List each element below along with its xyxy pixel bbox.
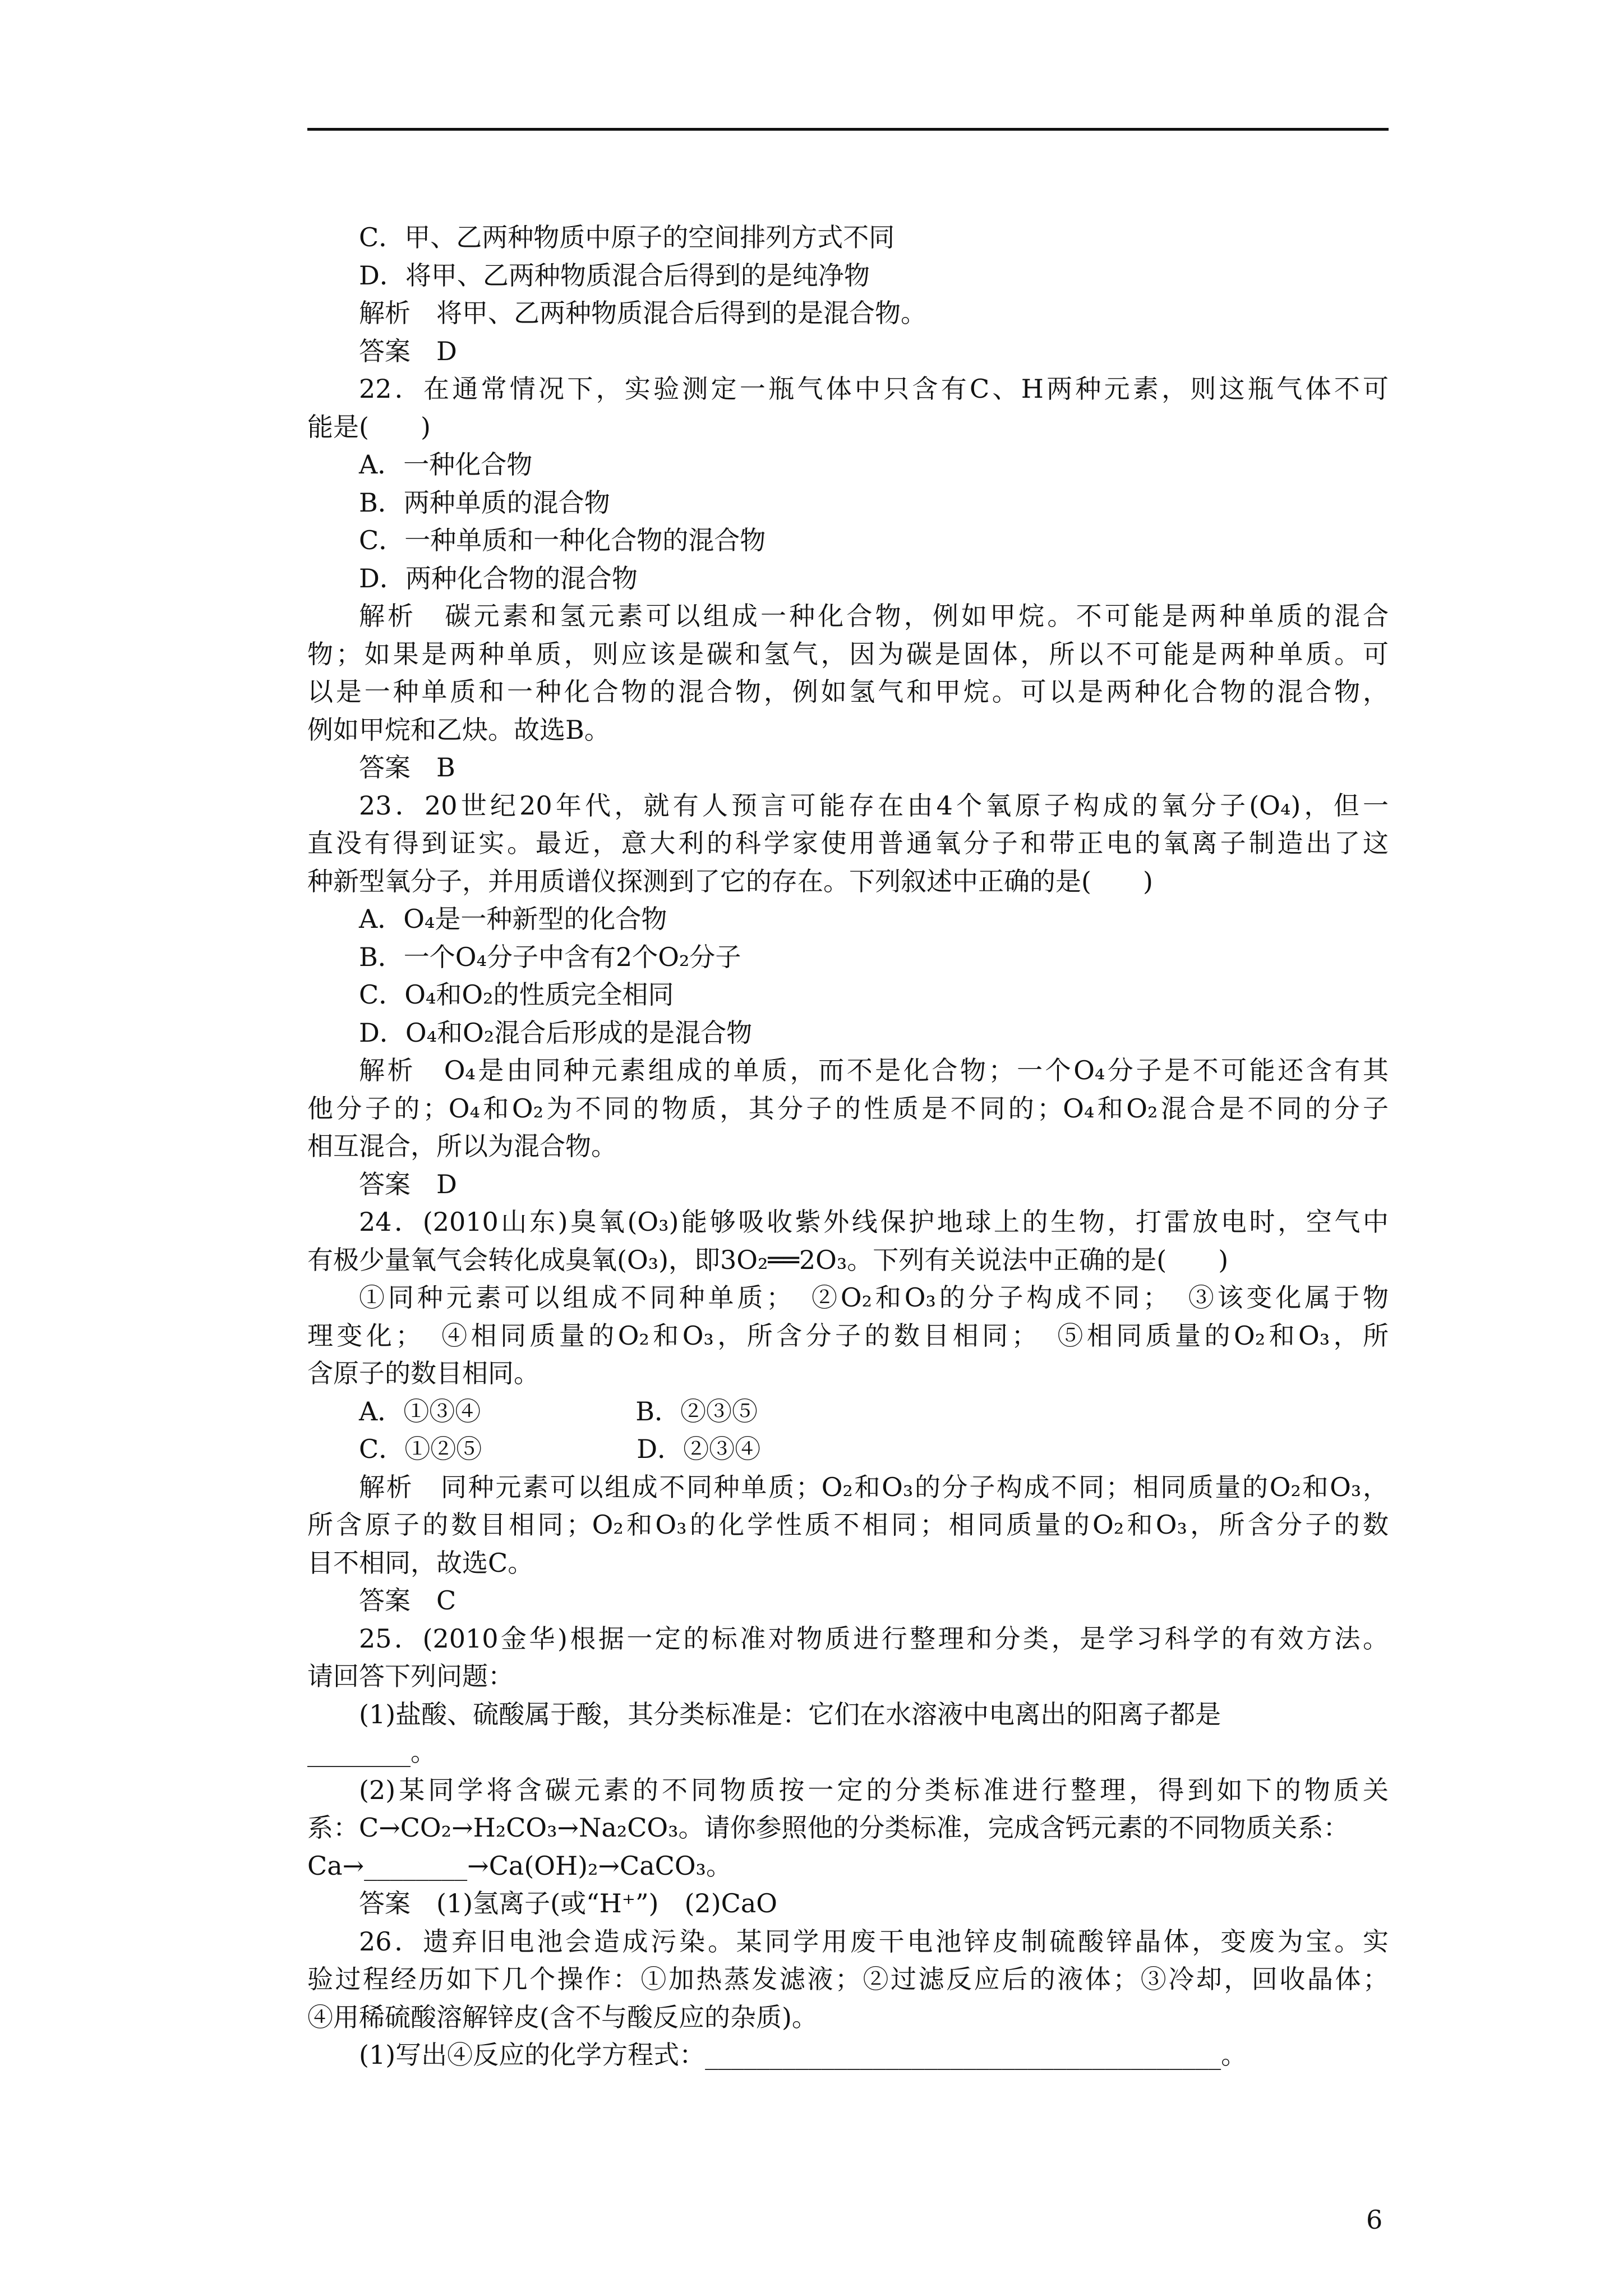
text-line: 解析 将甲、乙两种物质混合后得到的是混合物。 <box>359 298 926 328</box>
text-line: 能是( ) <box>307 411 431 442</box>
header-rule <box>307 128 1389 131</box>
text-line: C．甲、乙两种物质中原子的空间排列方式不同 <box>359 222 895 252</box>
text-line: C．一种单质和一种化合物的混合物 <box>359 525 766 555</box>
text-line: 25．(2010金华)根据一定的标准对物质进行整理和分类，是学习科学的有效方法。 <box>359 1623 1389 1654</box>
text-line: C．①②⑤ D．②③④ <box>359 1434 761 1464</box>
text-line: 理变化； ④相同质量的O₂和O₃，所含分子的数目相同； ⑤相同质量的O₂和O₃，所 <box>307 1320 1389 1351</box>
text-line: 相互混合，所以为混合物。 <box>307 1131 617 1161</box>
text-line: B．两种单质的混合物 <box>359 487 610 518</box>
text-line: 所含原子的数目相同；O₂和O₃的化学性质不相同；相同质量的O₂和O₃，所含分子的数 <box>307 1510 1389 1540</box>
text-line: D．两种化合物的混合物 <box>359 563 638 593</box>
text-line: 24．(2010山东)臭氧(O₃)能够吸收紫外线保护地球上的生物，打雷放电时，空气中 <box>359 1207 1389 1237</box>
text-line: 有极少量氧气会转化成臭氧(O₃)，即3O₂══2O₃。下列有关说法中正确的是( ) <box>307 1244 1229 1275</box>
text-line: 目不相同，故选C。 <box>307 1547 534 1578</box>
text-line: ④用稀硫酸溶解锌皮(含不与酸反应的杂质)。 <box>307 2001 818 2032</box>
text-line: 26．遗弃旧电池会造成污染。某同学用废干电池锌皮制硫酸锌晶体，变废为宝。实 <box>359 1926 1389 1957</box>
text-line: 系：C→CO₂→H₂CO₃→Na₂CO₃。请你参照他的分类标准，完成含钙元素的不同物质关系： <box>307 1812 1349 1843</box>
text-line: 答案 D <box>359 1168 457 1199</box>
text-line: A．一种化合物 <box>359 449 533 480</box>
text-line: (1)写出④反应的化学方程式：________________________________________。 <box>359 2040 1247 2070</box>
text-line: ________。 <box>307 1737 436 1767</box>
text-line: 23．20世纪20年代，就有人预言可能存在由4个氧原子构成的氧分子(O₄)，但一 <box>359 790 1389 821</box>
text-line: 解析 同种元素可以组成不同种单质；O₂和O₃的分子构成不同；相同质量的O₂和O₃， <box>359 1471 1389 1502</box>
text-line: 以是一种单质和一种化合物的混合物，例如氢气和甲烷。可以是两种化合物的混合物， <box>307 677 1389 707</box>
text-line: C．O₄和O₂的性质完全相同 <box>359 979 674 1010</box>
text-line: B．一个O₄分子中含有2个O₂分子 <box>359 941 741 972</box>
text-line: 验过程经历如下几个操作：①加热蒸发滤液；②过滤反应后的液体；③冷却，回收晶体； <box>307 1964 1389 1994</box>
text-line: ①同种元素可以组成不同种单质； ②O₂和O₃的分子构成不同； ③该变化属于物 <box>359 1282 1389 1313</box>
text-line: 物；如果是两种单质，则应该是碳和氢气，因为碳是固体，所以不可能是两种单质。可 <box>307 638 1389 669</box>
text-line: A．①③④ B．②③⑤ <box>359 1396 758 1427</box>
text-line: 他分子的；O₄和O₂为不同的物质，其分子的性质是不同的；O₄和O₂混合是不同的分子 <box>307 1093 1389 1124</box>
text-line: 答案 B <box>359 752 455 783</box>
text-line: 答案 (1)氢离子(或“H⁺”) (2)CaO <box>359 1888 777 1918</box>
text-line: 例如甲烷和乙炔。故选B。 <box>307 714 610 745</box>
text-line: D．O₄和O₂混合后形成的是混合物 <box>359 1017 753 1048</box>
page-number: 6 <box>1366 2205 1383 2235</box>
text-line: A．O₄是一种新型的化合物 <box>359 904 667 934</box>
text-line: 答案 C <box>359 1585 457 1616</box>
text-line: 请回答下列问题： <box>307 1661 514 1691</box>
text-line: 答案 D <box>359 335 457 366</box>
text-line: 解析 O₄是由同种元素组成的单质，而不是化合物；一个O₄分子是不可能还含有其 <box>359 1055 1389 1085</box>
text-line: 22．在通常情况下，实验测定一瓶气体中只含有C、H两种元素，则这瓶气体不可 <box>359 374 1389 404</box>
text-line: 种新型氧分子，并用质谱仪探测到了它的存在。下列叙述中正确的是( ) <box>307 866 1153 896</box>
text-line: 直没有得到证实。最近，意大利的科学家使用普通氧分子和带正电的氧离子制造出了这 <box>307 828 1389 858</box>
text-line: 解析 碳元素和氢元素可以组成一种化合物，例如甲烷。不可能是两种单质的混合 <box>359 601 1389 631</box>
text-line: Ca→________→Ca(OH)₂→CaCO₃。 <box>307 1850 732 1881</box>
text-line: (1)盐酸、硫酸属于酸，其分类标准是：它们在水溶液中电离出的阳离子都是 <box>359 1699 1221 1729</box>
text-line: D．将甲、乙两种物质混合后得到的是纯净物 <box>359 260 870 291</box>
document-body <box>307 219 1389 2074</box>
text-line: 含原子的数目相同。 <box>307 1358 540 1388</box>
text-line: (2)某同学将含碳元素的不同物质按一定的分类标准进行整理，得到如下的物质关 <box>359 1774 1389 1805</box>
